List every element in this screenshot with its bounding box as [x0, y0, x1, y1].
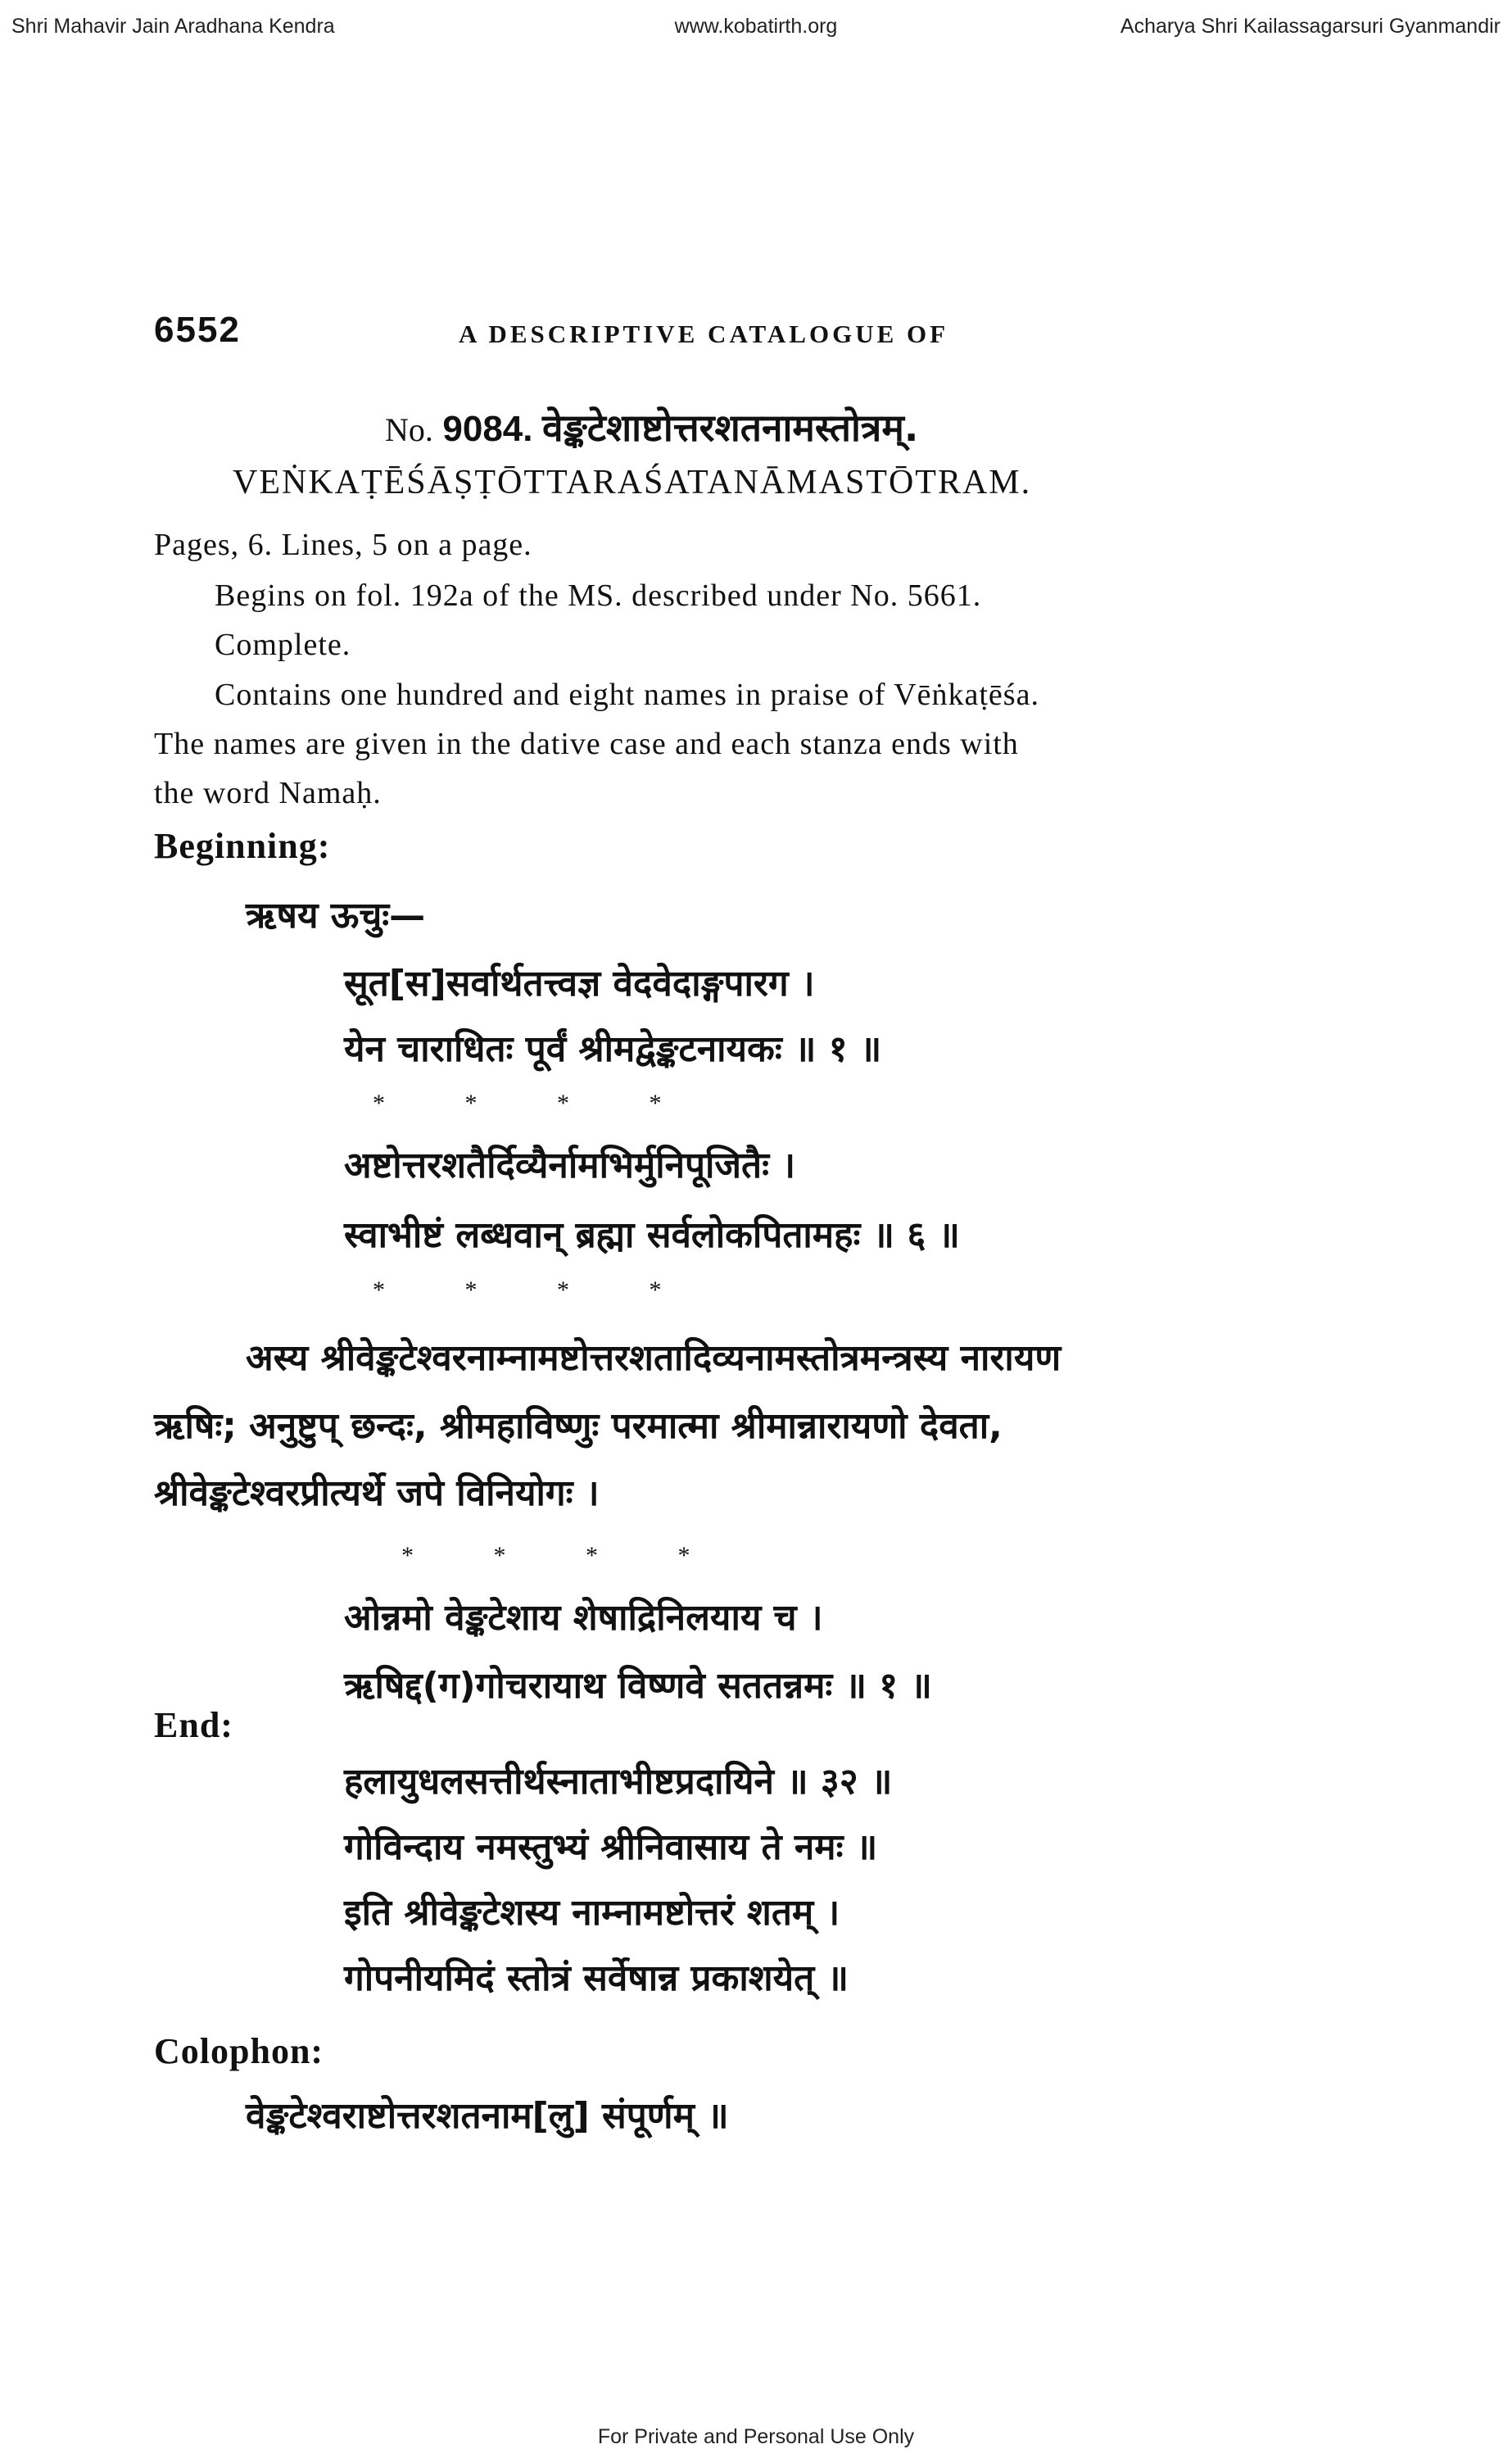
end-label: End: [154, 1705, 233, 1745]
prose-line1: अस्य श्रीवेङ्कटेश्वरनाम्नामष्टोत्तरशतादिव्यनामस्तोत्रमन्त्रस्य नारायण [246, 1337, 1062, 1379]
entry-no-label: No. [385, 411, 433, 448]
page-header [0, 10, 1512, 43]
colophon-label: Colophon: [154, 2031, 324, 2071]
end-line3: इति श्रीवेङ्कटेशस्य नाम्नामष्टोत्तरं शतम् । [344, 1892, 840, 1934]
ornament-stars-2: * * * * [373, 1277, 662, 1304]
contains-line-3: the word Namaḥ. [154, 776, 382, 810]
prose-line3: श्रीवेङ्कटेश्वरप्रीत्यर्थे जपे विनियोगः । [154, 1472, 600, 1514]
complete-note: Complete. [215, 628, 351, 662]
ornament-stars-1: * * * * [373, 1090, 662, 1117]
end-line4: गोपनीयमिदं स्तोत्रं सर्वेषान्न प्रकाशयेत् ॥ [344, 1957, 849, 1999]
end-line1: हलायुधलसत्तीर्थस्नाताभीष्टप्रदायिने ॥ ३२ ॥ [344, 1761, 893, 1803]
pages-lines-info: Pages, 6. Lines, 5 on a page. [154, 528, 532, 562]
entry-title-devanagari: वेङ्कटेशाष्टोत्तरशतनामस्तोत्रम्. [542, 406, 919, 450]
verse1-line2: येन चाराधितः पूर्वं श्रीमद्वेङ्कटनायकः ॥ १ ॥ [344, 1028, 882, 1070]
ornament-stars-3: * * * * [401, 1542, 690, 1569]
header-left-text: Shri Mahavir Jain Aradhana Kendra [11, 15, 335, 38]
verse2-line1: अष्टोत्तरशतैर्दिव्यैर्नामभिर्मुनिपूजितैः । [344, 1145, 796, 1186]
verse3-line2: ऋषिद्द(ग)गोचरायाथ विष्णवे सततन्नमः ॥ १ ॥ [344, 1665, 932, 1707]
contains-line-1: Contains one hundred and eight names in praise of Vēṅkaṭēśa. [215, 678, 1039, 712]
end-line2: गोविन्दाय नमस्तुभ्यं श्रीनिवासाय ते नमः ॥ [344, 1826, 878, 1868]
running-head: A DESCRIPTIVE CATALOGUE OF [459, 320, 949, 348]
entry-title-transliteration: VEṄKAṬĒŚĀṢṬŌTTARAŚATANĀMASTŌTRAM. [233, 464, 1032, 501]
beginning-label: Beginning: [154, 826, 331, 866]
prose-line2: ऋषिः; अनुष्टुप् छन्दः, श्रीमहाविष्णुः परमात्मा श्रीमान्नारायणो देवता, [154, 1405, 1003, 1447]
beginning-intro: ऋषय ऊचुः— [246, 895, 426, 936]
verse3-line1: ओन्नमो वेङ्कटेशाय शेषाद्रिनिलयाय च । [344, 1597, 823, 1639]
entry-heading [385, 401, 918, 452]
entry-number: 9084. [442, 409, 533, 449]
verse1-line1: सूत[स]सर्वार्थतत्त्वज्ञ वेदवेदाङ्गपारग । [344, 963, 815, 1005]
header-right-text: Acharya Shri Kailassagarsuri Gyanmandir [1120, 15, 1501, 38]
colophon-text: वेङ्कटेश्वराष्टोत्तरशतनाम[लु] संपूर्णम् ॥ [246, 2095, 729, 2137]
verse2-line2: स्वाभीष्टं लब्धवान् ब्रह्मा सर्वलोकपितामहः ॥ ६ ॥ [344, 1214, 960, 1256]
page-number: 6552 [154, 310, 241, 350]
begins-info: Begins on fol. 192a of the MS. described under No. 5661. [215, 578, 982, 613]
header-website: www.kobatirth.org [674, 15, 838, 38]
page-footer: For Private and Personal Use Only [597, 2425, 915, 2448]
contains-line-2: The names are given in the dative case and each stanza ends with [154, 727, 1019, 761]
